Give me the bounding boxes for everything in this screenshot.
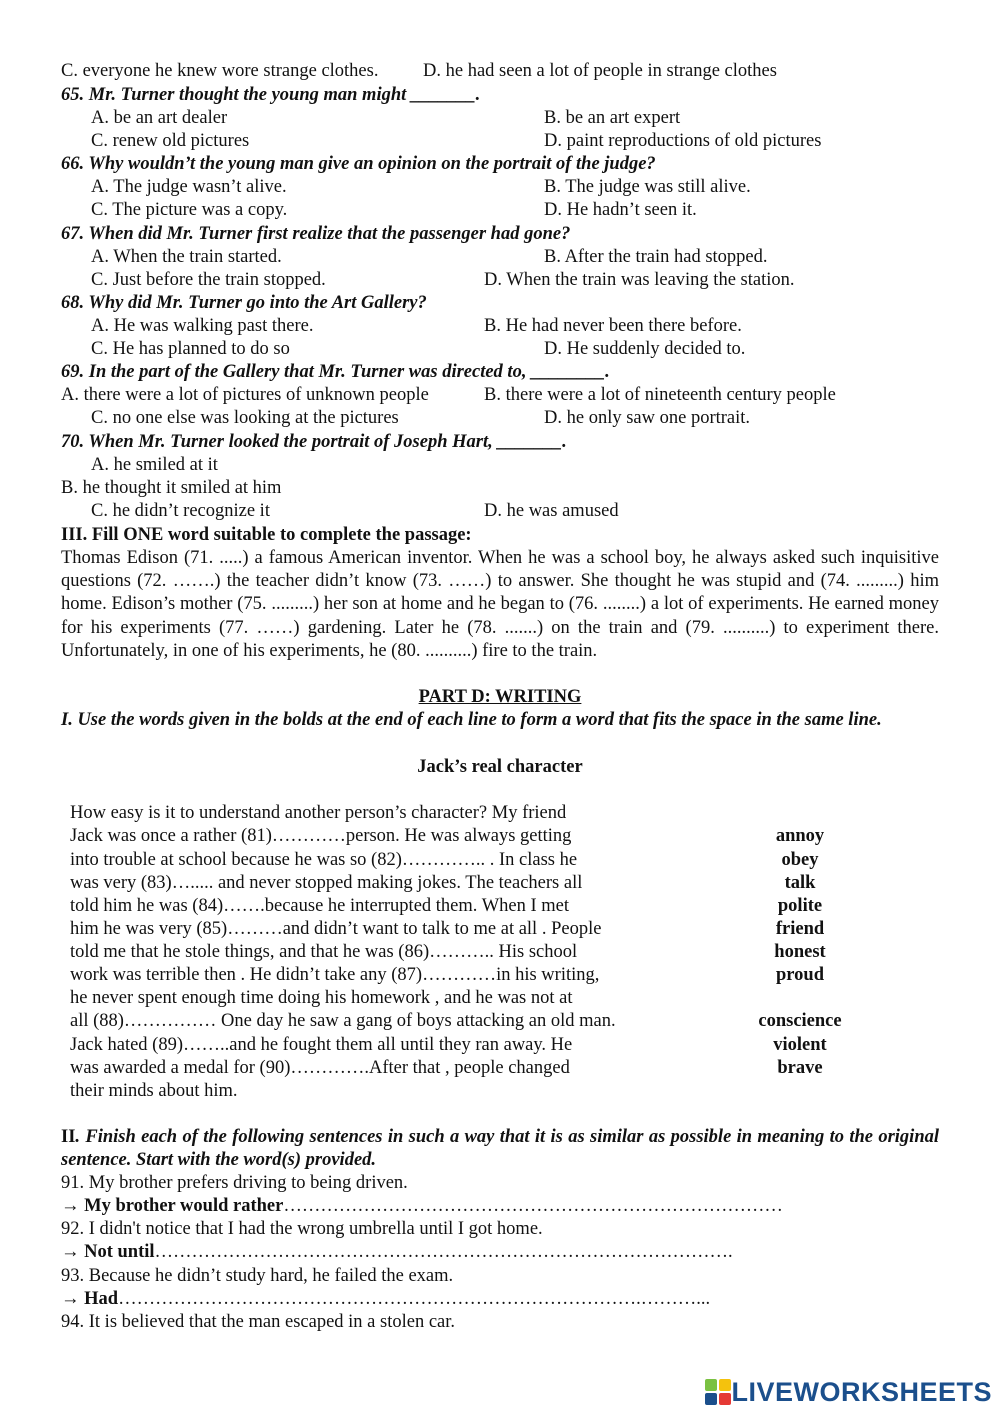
- q67-stem: 67. When did Mr. Turner first realize that the passenger had gone?: [61, 224, 571, 244]
- q93-sentence: 93. Because he didn’t study hard, he failed the exam.: [61, 1266, 454, 1286]
- story-line: How easy is it to understand another person’s character? My friend: [70, 803, 567, 823]
- story-line: was very (83)…..... and never stopped making jokes. The teachers all: [70, 873, 583, 893]
- q67-option-c: C. Just before the train stopped.: [91, 270, 326, 290]
- q66-option-a: A. The judge wasn’t alive.: [91, 177, 287, 197]
- story-line: him he was very (85)………and didn’t want to talk to me at all . People: [70, 919, 602, 939]
- section3-passage: Thomas Edison (71. .....) a famous American inventor. When he was a school boy, he always asked such inquisitive questions (72. …….) the teacher didn’t know (73. ……) to answer. She thought he was stupid and (74. .........) him home. Edison’s mother (75. .........) her son at home and he began to (76. ........) a lot of experiments. He earned money for his experiments (77. ……) gardening. Later he (78. .......) on the train and (79. ..........) to experiment there. Unfortunately, in one of his experiments, he (80. ..........) fire to the train.: [61, 548, 939, 661]
- word-conscience: conscience: [758, 1011, 842, 1031]
- q67-option-a: A. When the train started.: [91, 247, 282, 267]
- q66-option-d: D. He hadn’t seen it.: [544, 200, 697, 220]
- section3-heading: III. Fill ONE word suitable to complete the passage:: [61, 525, 472, 545]
- q66-stem: 66. Why wouldn’t the young man give an opinion on the portrait of the judge?: [61, 154, 656, 174]
- q68-option-d: D. He suddenly decided to.: [544, 339, 746, 359]
- q67-option-b: B. After the train had stopped.: [544, 247, 768, 267]
- story-line: told him he was (84)…….because he interrupted them. When I met: [70, 896, 570, 916]
- liveworksheets-logo-icon: [705, 1379, 731, 1405]
- story-line: their minds about him.: [70, 1081, 238, 1101]
- q65-option-b: B. be an art expert: [544, 108, 681, 128]
- q92-dots: ………………………………………………………………………………….: [154, 1242, 733, 1262]
- instruction-2-number: II: [61, 1127, 76, 1147]
- story-line: all (88)…………… One day he saw a gang of boys attacking an old man.: [70, 1011, 616, 1031]
- q68-stem: 68. Why did Mr. Turner go into the Art Gallery?: [61, 293, 427, 313]
- instruction-2-text: . Finish each of the following sentences in such a way that it is as similar as possible in meaning to the original sentence. Start with the word(s) provided.: [61, 1127, 939, 1171]
- word-obey: obey: [781, 850, 819, 870]
- q93-dots: ………………………………………………………………………….………...: [118, 1289, 711, 1309]
- q69-option-d: D. he only saw one portrait.: [544, 408, 751, 428]
- q70-option-b: B. he thought it smiled at him: [61, 478, 282, 498]
- q92-answer-line[interactable]: [61, 1241, 733, 1264]
- q66-option-b: B. The judge was still alive.: [544, 177, 751, 197]
- story-line: work was terrible then . He didn’t take any (87)…………in his writing,: [70, 965, 600, 985]
- q92-lead: → Not until: [61, 1242, 155, 1262]
- story-line: told me that he stole things, and that he was (86)……….. His school: [70, 942, 578, 962]
- q68-option-a: A. He was walking past there.: [91, 316, 314, 336]
- story-line: he never spent enough time doing his homework , and he was not at: [70, 988, 573, 1008]
- word-annoy: annoy: [775, 826, 825, 846]
- q70-option-d: D. he was amused: [484, 501, 619, 521]
- q93-answer-line[interactable]: [61, 1288, 710, 1311]
- q93-lead: → Had: [61, 1289, 119, 1309]
- q64-option-d: D. he had seen a lot of people in strange clothes: [423, 61, 777, 81]
- q69-option-b: B. there were a lot of nineteenth century people: [484, 385, 836, 405]
- story-line: into trouble at school because he was so (82)………….. . In class he: [70, 850, 578, 870]
- q68-option-b: B. He had never been there before.: [484, 316, 742, 336]
- q92-sentence: 92. I didn't notice that I had the wrong umbrella until I got home.: [61, 1219, 543, 1239]
- q68-option-c: C. He has planned to do so: [91, 339, 290, 359]
- partd-instruction-2: [61, 1126, 939, 1172]
- q70-option-a: A. he smiled at it: [91, 455, 218, 475]
- q91-dots: ………………………………………………………………………: [283, 1196, 783, 1216]
- liveworksheets-logo-text: LIVEWORKSHEETS: [731, 1376, 992, 1407]
- story-line: was awarded a medal for (90)………….After that , people changed: [70, 1058, 570, 1078]
- partd-instruction-1: I. Use the words given in the bolds at the end of each line to form a word that fits the space in the same line.: [61, 710, 882, 730]
- word-talk: talk: [784, 873, 816, 893]
- liveworksheets-logo[interactable]: [705, 1377, 992, 1407]
- q91-sentence: 91. My brother prefers driving to being driven.: [61, 1173, 408, 1193]
- story-title: Jack’s real character: [417, 757, 583, 777]
- word-proud: proud: [776, 965, 824, 985]
- word-polite: polite: [777, 896, 823, 916]
- q65-option-c: C. renew old pictures: [91, 131, 250, 151]
- q67-option-d: D. When the train was leaving the station.: [484, 270, 795, 290]
- q69-option-c: C. no one else was looking at the pictures: [91, 408, 399, 428]
- q70-option-c: C. he didn’t recognize it: [91, 501, 270, 521]
- q65-option-d: D. paint reproductions of old pictures: [544, 131, 822, 151]
- q91-lead: → My brother would rather: [61, 1196, 284, 1216]
- q69-stem: 69. In the part of the Gallery that Mr. Turner was directed to, ________.: [61, 362, 610, 382]
- word-brave: brave: [777, 1058, 823, 1078]
- q65-stem: 65. Mr. Turner thought the young man might _______.: [61, 85, 481, 105]
- q69-option-a: A. there were a lot of pictures of unknown people: [61, 385, 429, 405]
- q94-sentence: 94. It is believed that the man escaped in a stolen car.: [61, 1312, 456, 1332]
- story-line: Jack hated (89)……..and he fought them all until they ran away. He: [70, 1035, 573, 1055]
- q64-option-c: C. everyone he knew wore strange clothes.: [61, 61, 379, 81]
- partd-title: PART D: WRITING: [418, 687, 582, 707]
- q91-answer-line[interactable]: [61, 1195, 783, 1218]
- word-violent: violent: [773, 1035, 827, 1055]
- q70-stem: 70. When Mr. Turner looked the portrait of Joseph Hart, _______.: [61, 432, 567, 452]
- word-honest: honest: [774, 942, 826, 962]
- word-friend: friend: [775, 919, 825, 939]
- story-line: Jack was once a rather (81)…………person. He was always getting: [70, 826, 572, 846]
- q65-option-a: A. be an art dealer: [91, 108, 228, 128]
- q66-option-c: C. The picture was a copy.: [91, 200, 288, 220]
